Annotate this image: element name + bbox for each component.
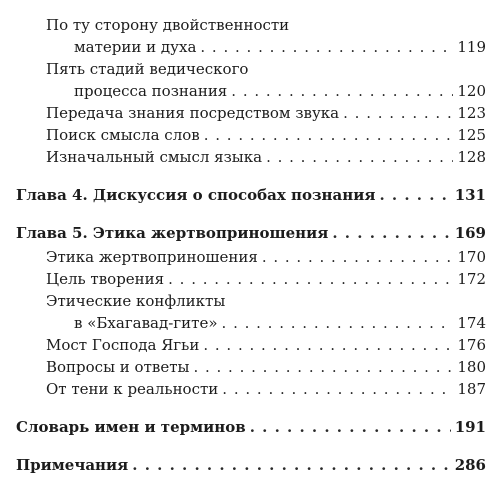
dot-leader (200, 36, 453, 58)
toc-entry-title: Передача знания посредством звука (46, 104, 340, 122)
toc-row[interactable] (16, 416, 486, 438)
toc-entry-title: Изначальный смысл языка (46, 148, 263, 166)
toc-row[interactable] (46, 146, 486, 168)
page-number: 187 (457, 380, 486, 398)
toc-entry-title: Вопросы и ответы (46, 358, 190, 376)
toc-row[interactable] (46, 246, 486, 268)
toc-row[interactable] (46, 356, 486, 378)
dot-leader (222, 312, 454, 334)
toc-entry[interactable] (0, 124, 500, 146)
page-number: 123 (457, 104, 486, 122)
dot-leader (132, 454, 450, 476)
dot-leader (262, 246, 454, 268)
page-number: 172 (457, 270, 486, 288)
page-number: 125 (457, 126, 486, 144)
toc-entry[interactable] (0, 146, 500, 168)
dot-leader (332, 222, 450, 244)
dot-leader (250, 416, 451, 438)
toc-entry (0, 290, 500, 312)
dot-leader (379, 184, 450, 206)
toc-entry[interactable] (0, 312, 500, 334)
page-number: 169 (454, 224, 486, 242)
toc-entry (0, 58, 500, 80)
toc-entry-title: От тени к реальности (46, 380, 219, 398)
toc-row[interactable] (16, 184, 486, 206)
toc-chapter[interactable] (0, 416, 500, 438)
toc-entry-title: Этика жертвоприношения (46, 248, 258, 266)
toc-entry[interactable] (0, 36, 500, 58)
chapter-title: Глава 4. Дискуссия о способах познания (16, 186, 376, 204)
dot-leader (266, 146, 453, 168)
toc-chapter[interactable] (0, 454, 500, 476)
chapter-title: Глава 5. Этика жертвоприношения (16, 224, 329, 242)
toc-entry (0, 14, 500, 36)
toc-row[interactable] (46, 124, 486, 146)
dot-leader (204, 124, 454, 146)
toc-entry[interactable] (0, 378, 500, 400)
dot-leader (343, 102, 453, 124)
page-number: 174 (457, 314, 486, 332)
toc-entry-title: материи и духа (74, 38, 197, 56)
page-number: 128 (457, 148, 486, 166)
toc-entry[interactable] (0, 246, 500, 268)
toc-row[interactable] (16, 222, 486, 244)
toc-entry-title: Этические конфликты (46, 292, 226, 310)
toc-entry[interactable] (0, 102, 500, 124)
toc-row[interactable] (46, 378, 486, 400)
toc-entry[interactable] (0, 268, 500, 290)
toc-chapter[interactable] (0, 184, 500, 206)
toc-row[interactable] (46, 102, 486, 124)
toc-entry-title: Цель творения (46, 270, 165, 288)
toc-row[interactable] (74, 36, 486, 58)
page-number: 286 (454, 456, 486, 474)
page-number: 180 (457, 358, 486, 376)
toc-entry-title: Поиск смысла слов (46, 126, 200, 144)
toc-row[interactable] (74, 80, 486, 102)
toc-row[interactable] (16, 454, 486, 476)
toc-entry[interactable] (0, 356, 500, 378)
toc-row[interactable] (74, 312, 486, 334)
toc-row[interactable] (46, 268, 486, 290)
page-number: 120 (457, 82, 486, 100)
toc-row[interactable] (46, 334, 486, 356)
toc-entry-title: в «Бхагавад-гите» (74, 314, 218, 332)
toc-entry[interactable] (0, 334, 500, 356)
dot-leader (193, 356, 453, 378)
dot-leader (168, 268, 453, 290)
toc-chapter[interactable] (0, 222, 500, 244)
page-number: 119 (457, 38, 486, 56)
dot-leader (203, 334, 453, 356)
page-number: 176 (457, 336, 486, 354)
page-number: 131 (454, 186, 486, 204)
chapter-title: Словарь имен и терминов (16, 418, 246, 436)
toc-entry-title: По ту сторону двойственности (46, 16, 290, 34)
toc-entry[interactable] (0, 80, 500, 102)
toc-entry-title: Мост Господа Ягьи (46, 336, 200, 354)
dot-leader (222, 378, 453, 400)
chapter-title: Примечания (16, 456, 129, 474)
page-number: 170 (457, 248, 486, 266)
page-number: 191 (454, 418, 486, 436)
dot-leader (231, 80, 453, 102)
toc-entry-title: процесса познания (74, 82, 228, 100)
toc-entry-title: Пять стадий ведического (46, 60, 249, 78)
